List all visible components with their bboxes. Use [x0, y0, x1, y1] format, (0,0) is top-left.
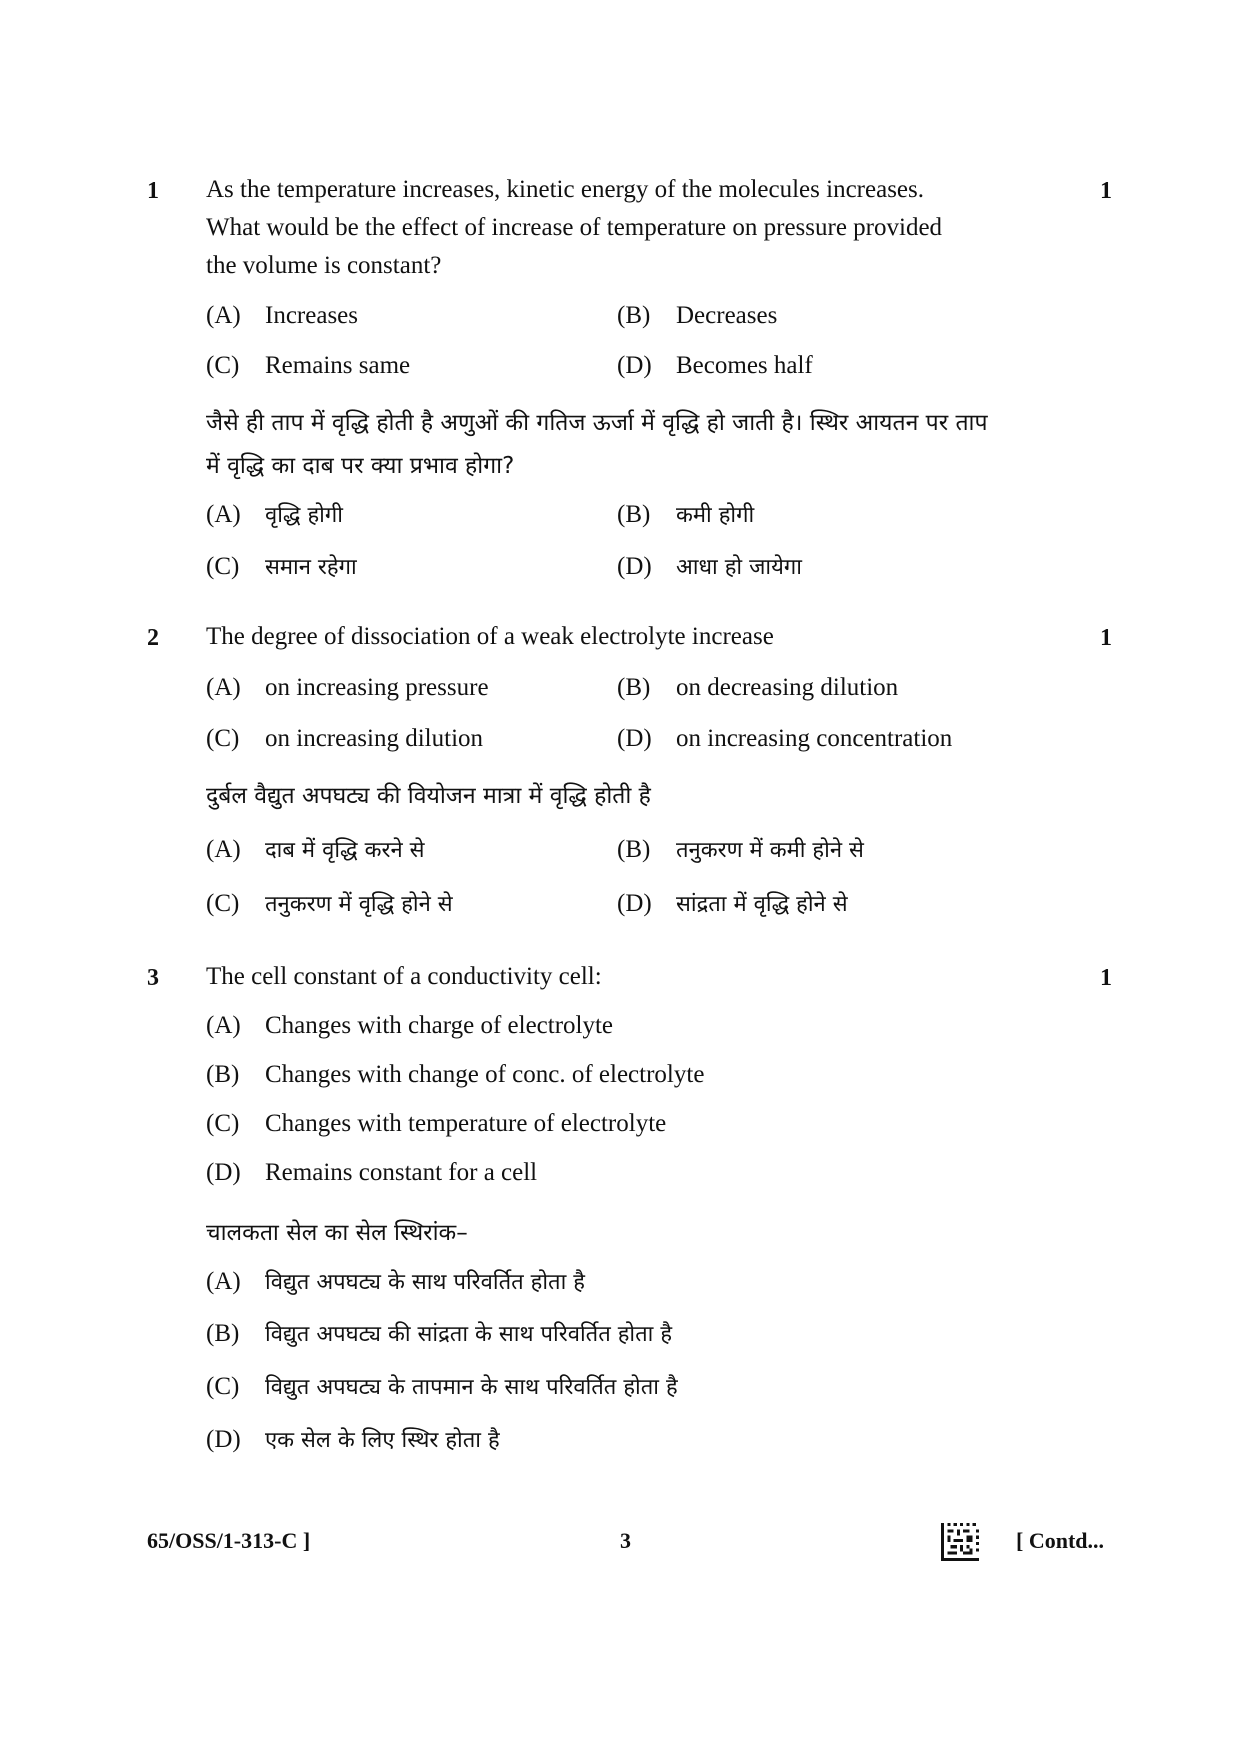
option-label: (A) [206, 674, 241, 701]
hindi-option-b [617, 834, 864, 864]
option-label: (A) [206, 836, 241, 863]
option-text: on decreasing dilution [676, 674, 899, 701]
option-text: Remains same [265, 352, 411, 379]
option-b [206, 1061, 704, 1089]
hindi-question-line: में वृद्धि का दाब पर क्या प्रभाव होगा? [206, 453, 515, 479]
option-c [206, 725, 483, 753]
question-number: 3 [147, 965, 159, 991]
option-text: कमी होगी [676, 503, 755, 528]
option-d [617, 352, 813, 380]
option-text: on increasing pressure [265, 674, 489, 701]
question-text-line: What would be the effect of increase of temperature on pressure provided [206, 214, 943, 241]
hindi-option-a [206, 499, 343, 529]
question-number: 2 [147, 625, 159, 651]
option-label: (A) [206, 1012, 241, 1039]
option-label: (D) [617, 352, 652, 379]
option-text: दाब में वृद्धि करने से [265, 838, 425, 863]
option-b [617, 302, 777, 330]
option-text: Decreases [676, 302, 778, 329]
option-a [206, 674, 489, 702]
hindi-option-a [206, 1266, 585, 1296]
option-text: Becomes half [676, 352, 813, 379]
option-label: (C) [206, 890, 240, 917]
option-d [206, 1159, 537, 1187]
hindi-option-a [206, 834, 425, 864]
page-number: 3 [620, 1528, 631, 1553]
option-label: (B) [617, 674, 651, 701]
question-marks: 1 [1100, 625, 1112, 651]
hindi-option-d [617, 888, 848, 918]
option-text: Remains constant for a cell [265, 1159, 538, 1186]
option-label: (A) [206, 302, 241, 329]
option-text: Changes with temperature of electrolyte [265, 1110, 667, 1137]
option-label: (D) [206, 1159, 241, 1186]
hindi-option-b [617, 499, 754, 529]
option-a [206, 1012, 613, 1040]
question-marks: 1 [1100, 178, 1112, 204]
question-text-line: As the temperature increases, kinetic energy of the molecules increases. [206, 176, 924, 203]
question-marks: 1 [1100, 965, 1112, 991]
option-text: सांद्रता में वृद्धि होने से [676, 892, 848, 917]
question-text-line: The degree of dissociation of a weak electrolyte increase [206, 623, 774, 650]
question-text-line: the volume is constant? [206, 252, 442, 279]
paper-code: 65/OSS/1-313-C ] [147, 1528, 311, 1553]
option-label: (B) [617, 302, 651, 329]
continued-label: [ Contd... [1016, 1528, 1105, 1553]
option-label: (C) [206, 553, 240, 580]
question-number: 1 [147, 178, 159, 204]
option-label: (B) [617, 501, 651, 528]
hindi-option-d [617, 551, 802, 581]
option-text: आधा हो जायेगा [676, 555, 802, 580]
option-text: विद्युत अपघट्य के तापमान के साथ परिवर्तित होता है [265, 1375, 678, 1400]
qr-code-icon [941, 1523, 979, 1561]
option-label: (D) [617, 553, 652, 580]
option-c [206, 1110, 666, 1138]
option-label: (D) [617, 725, 652, 752]
option-text: समान रहेगा [265, 555, 357, 580]
option-text: विद्युत अपघट्य के साथ परिवर्तित होता है [265, 1270, 585, 1295]
option-label: (D) [206, 1426, 241, 1453]
hindi-question-line: चालकता सेल का सेल स्थिरांक– [206, 1220, 468, 1246]
hindi-option-b [206, 1318, 672, 1348]
hindi-question-line: दुर्बल वैद्युत अपघट्य की वियोजन मात्रा में वृद्धि होती है [206, 783, 651, 809]
option-text: विद्युत अपघट्य की सांद्रता के साथ परिवर्तित होता है [265, 1322, 673, 1347]
option-label: (A) [206, 1268, 241, 1295]
option-label: (B) [206, 1320, 240, 1347]
option-label: (D) [617, 890, 652, 917]
option-text: Increases [265, 302, 358, 329]
hindi-option-c [206, 888, 453, 918]
option-a [206, 302, 358, 330]
option-c [206, 352, 410, 380]
hindi-question-line: जैसे ही ताप में वृद्धि होती है अणुओं की गतिज ऊर्जा में वृद्धि हो जाती है। स्थिर आयतन पर ताप [206, 410, 988, 436]
option-d [617, 725, 952, 753]
option-label: (B) [206, 1061, 240, 1088]
option-text: एक सेल के लिए स्थिर होता है [265, 1428, 500, 1453]
option-text: Changes with charge of electrolyte [265, 1012, 614, 1039]
option-text: Changes with change of conc. of electrolyte [265, 1061, 705, 1088]
option-text: तनुकरण में वृद्धि होने से [265, 892, 453, 917]
option-label: (C) [206, 1373, 240, 1400]
option-text: on increasing dilution [265, 725, 484, 752]
option-label: (B) [617, 836, 651, 863]
option-b [617, 674, 898, 702]
hindi-option-d [206, 1424, 500, 1454]
option-label: (C) [206, 1110, 240, 1137]
option-label: (A) [206, 501, 241, 528]
hindi-option-c [206, 1371, 678, 1401]
option-text: तनुकरण में कमी होने से [676, 838, 864, 863]
option-text: वृद्धि होगी [265, 503, 343, 528]
question-text-line: The cell constant of a conductivity cell: [206, 963, 602, 990]
option-label: (C) [206, 725, 240, 752]
option-label: (C) [206, 352, 240, 379]
option-text: on increasing concentration [676, 725, 953, 752]
hindi-option-c [206, 551, 357, 581]
